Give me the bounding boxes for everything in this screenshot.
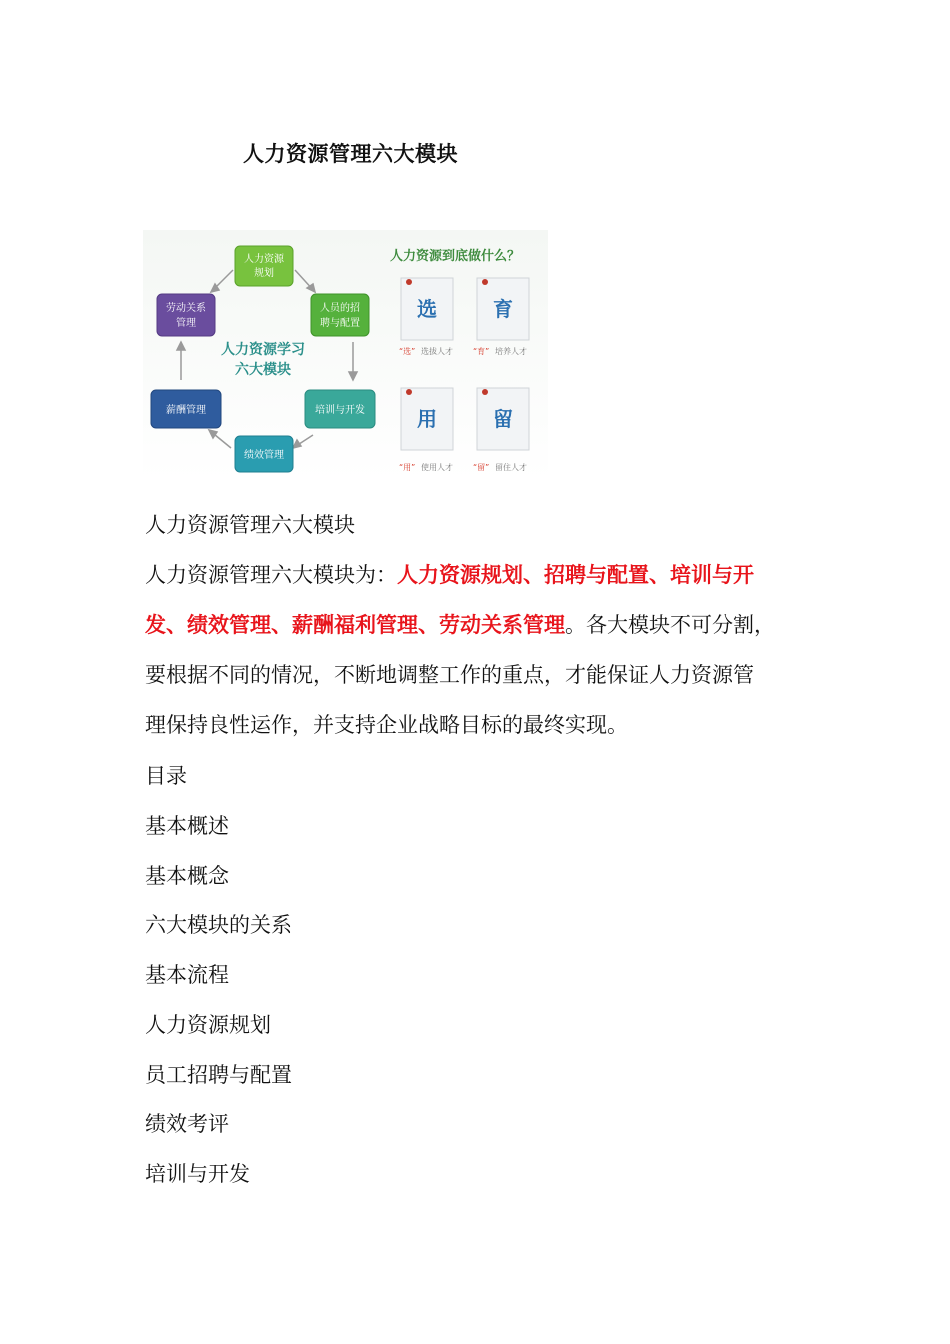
para-rest-2: 。各大模块不可分割， — [565, 613, 775, 637]
subtitle: 人力资源管理六大模块 — [145, 513, 355, 537]
hr-six-modules-figure — [143, 230, 548, 480]
svg-text:“选”: “选” — [399, 347, 416, 356]
svg-text:培训与开发: 培训与开发 — [315, 405, 365, 416]
module-box-training — [305, 390, 375, 428]
para-line-4: 理保持良性运作，并支持企业战略目标的最终实现。 — [145, 713, 628, 737]
svg-text:“用”: “用” — [399, 463, 416, 472]
module-list-red-2: 发、绩效管理、薪酬福利管理、劳动关系管理 — [145, 612, 565, 637]
svg-text:薪酬管理: 薪酬管理 — [166, 405, 206, 416]
svg-text:留住人才: 留住人才 — [495, 463, 527, 472]
svg-text:培养人才: 培养人才 — [495, 347, 527, 356]
module-box-planning — [235, 246, 293, 286]
svg-text:选拔人才: 选拔人才 — [421, 347, 453, 356]
right-heading: 人力资源到底做什么？ — [389, 249, 521, 264]
module-box-performance — [235, 436, 293, 472]
svg-text:绩效管理: 绩效管理 — [244, 450, 284, 461]
toc-item[interactable]: 六大模块的关系 — [145, 913, 292, 937]
svg-text:使用人才: 使用人才 — [421, 463, 453, 472]
svg-text:劳动关系: 劳动关系 — [166, 303, 206, 314]
module-box-recruitment — [311, 294, 369, 336]
toc-item[interactable]: 绩效考评 — [145, 1112, 229, 1136]
toc-item[interactable]: 基本流程 — [145, 963, 229, 987]
para-line-1 — [145, 550, 815, 600]
toc-item[interactable]: 人力资源规划 — [145, 1013, 271, 1037]
svg-text:人员的招: 人员的招 — [320, 303, 360, 314]
toc-heading: 目录 — [145, 764, 187, 788]
para-intro: 人力资源管理六大模块为： — [145, 563, 397, 587]
page-title: 人力资源管理六大模块 — [243, 141, 458, 166]
svg-text:规划: 规划 — [254, 268, 274, 279]
toc-item[interactable]: 基本概述 — [145, 814, 229, 838]
module-list-red-1: 人力资源规划、招聘与配置、培训与开 — [397, 562, 754, 587]
para-line-2 — [145, 600, 815, 650]
para-line-3: 要根据不同的情况，不断地调整工作的重点，才能保证人力资源管 — [145, 663, 754, 687]
svg-text:人力资源: 人力资源 — [244, 254, 284, 265]
svg-text:选: 选 — [417, 297, 437, 321]
module-box-compensation — [151, 390, 221, 428]
wheel-center-line1: 人力资源学习 — [221, 342, 305, 358]
wheel-center-line2: 六大模块 — [235, 362, 291, 378]
svg-text:育: 育 — [493, 297, 513, 321]
svg-text:“育”: “育” — [473, 347, 490, 356]
toc-item[interactable]: 基本概念 — [145, 864, 229, 888]
svg-text:留: 留 — [493, 407, 513, 431]
article-body — [145, 500, 815, 750]
svg-text:“留”: “留” — [473, 463, 490, 472]
svg-text:管理: 管理 — [176, 318, 196, 329]
svg-text:聘与配置: 聘与配置 — [320, 318, 360, 329]
svg-text:用: 用 — [417, 407, 437, 431]
toc-item[interactable]: 员工招聘与配置 — [145, 1063, 292, 1087]
toc-item[interactable]: 培训与开发 — [145, 1162, 250, 1186]
module-box-labor-relations — [157, 294, 215, 336]
